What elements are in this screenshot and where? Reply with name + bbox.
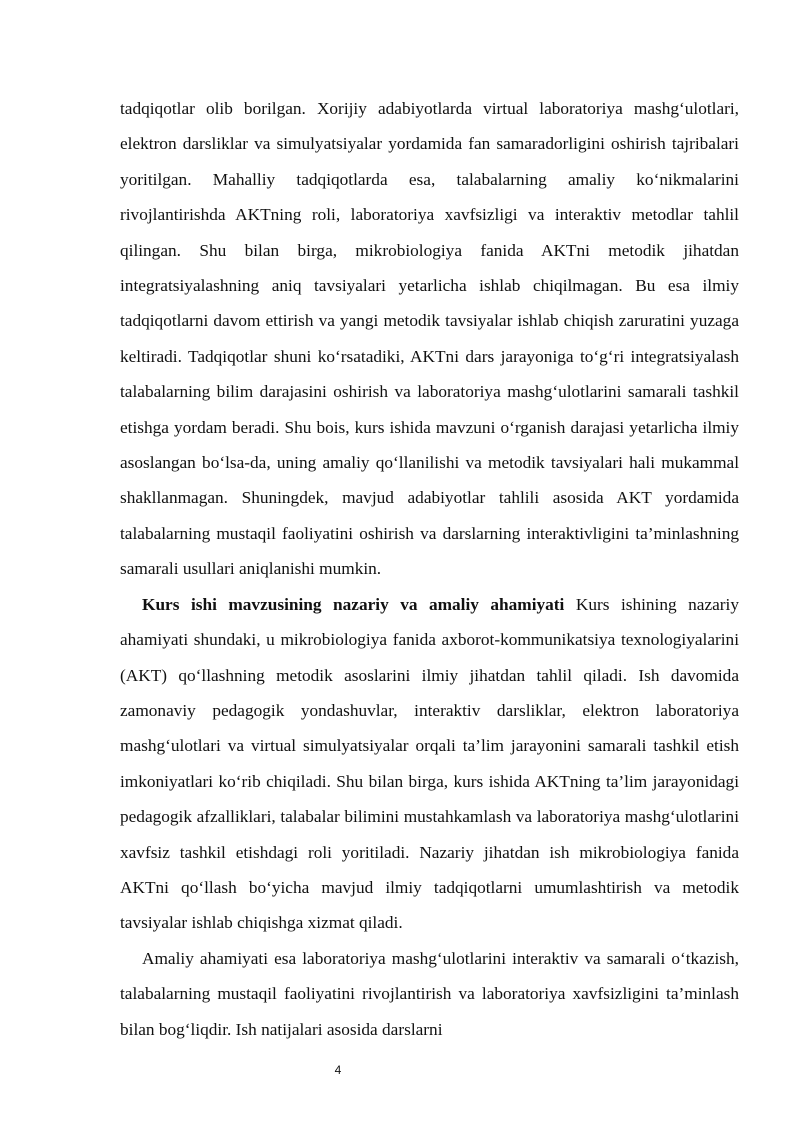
paragraph-significance-body: Kurs ishining nazariy ahamiyati shundaki, u mikrobiologiya fanida axborot-kommunikatsiya texnologiyalarini (AKT) qo‘llashning metodik asoslarini ilmiy jihatdan tahlil qiladi. Ish davomida zamonaviy pedagogik yondashuvlar, interaktiv darsliklar, elektron laboratoriya mashg‘ulotlari va virtual simulyatsiyalar orqali ta’lim jarayonini samarali tashkil etish imkoniyatlari ko‘rib chiqiladi. Shu bilan birga, kurs ishida AKTning ta’lim jarayonidagi pedagogik afzalliklari, talabalar bilimini mustahkamlash va laboratoriya mashg‘ulotlarini xavfsiz tashkil etishdagi roli yoritiladi. Nazariy jihatdan ish mikrobiologiya fanida AKTni qo‘llash bo‘yicha mavjud ilmiy tadqiqotlarni umumlashtirish va metodik tavsiyalar ishlab chiqishga xizmat qiladi.	[120, 594, 739, 933]
paragraph-continuation: tadqiqotlar olib borilgan. Xorijiy adabiyotlarda virtual laboratoriya mashg‘ulotlari, elektron darsliklar va simulyatsiyalar yordamida fan samaradorligini oshirish tajribalari yoritilgan. Mahalliy tadqiqotlarda esa, talabalarning amaliy ko‘nikmalarini rivojlantirishda AKTning roli, laboratoriya xavfsizligi va interaktiv metodlar tahlil qilingan. Shu bilan birga, mikrobiologiya fanida AKTni metodik jihatdan integratsiyalashning aniq tavsiyalari yetarlicha ishlab chiqilmagan. Bu esa ilmiy tadqiqotlarni davom ettirish va yangi metodik tavsiyalar ishlab chiqish zaruratini yuzaga keltiradi. Tadqiqotlar shuni ko‘rsatadiki, AKTni dars jarayoniga to‘g‘ri integratsiyalash talabalarning bilim darajasini oshirish va laboratoriya mashg‘ulotlarini samarali tashkil etishga yordam beradi. Shu bois, kurs ishida mavzuni o‘rganish darajasi yetarlicha ilmiy asoslangan bo‘lsa-da, uning amaliy qo‘llanilishi va metodik tavsiyalari hali mukammal shakllanmagan. Shuningdek, mavjud adabiyotlar tahlili asosida AKT yordamida talabalarning mustaqil faoliyatini oshirish va darslarning interaktivligini ta’minlashning samarali usullari aniqlanishi mumkin.	[120, 99, 739, 579]
body-text	[120, 91, 739, 1047]
page-number: 4	[334, 1063, 342, 1077]
paragraph-practical: Amaliy ahamiyati esa laboratoriya mashg‘ulotlarini interaktiv va samarali o‘tkazish, talabalarning mustaqil faoliyatini rivojlantirish va laboratoriya xavfsizligini ta’minlash bilan bog‘liqdir. Ish natijalari asosida darslarni	[120, 948, 739, 1039]
paragraph-significance	[120, 587, 739, 941]
section-heading-inline: Kurs ishi mavzusining nazariy va amaliy ahamiyati	[142, 594, 565, 614]
